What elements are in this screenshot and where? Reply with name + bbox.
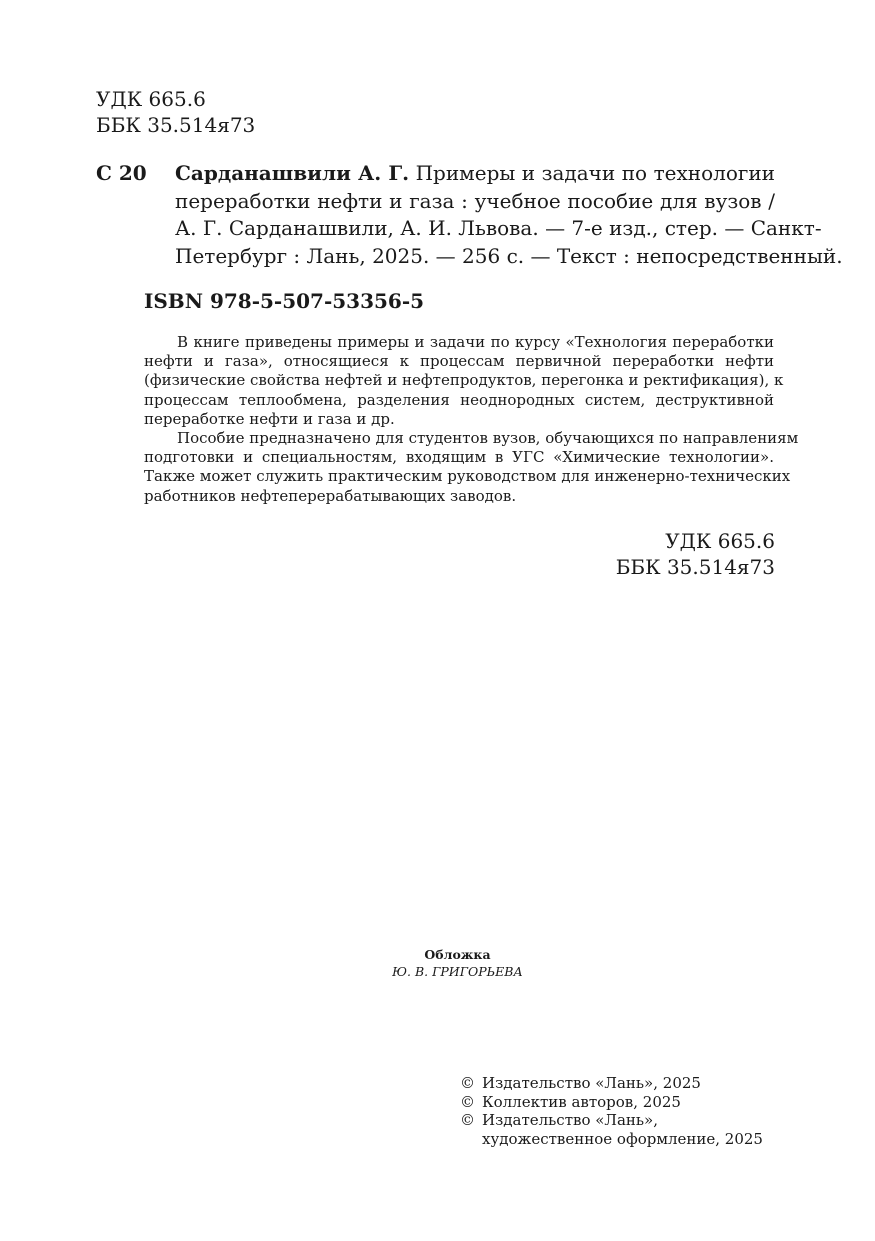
bibliographic-record xyxy=(175,160,843,270)
abstract-paragraph-2 xyxy=(144,429,799,506)
abstract-line: Также может служить практическим руководством для инженерно-технических xyxy=(144,467,791,486)
copyright-text: Коллектив авторов, 2025 xyxy=(482,1092,681,1111)
copyright-row xyxy=(460,1074,763,1093)
cover-designer: Ю. В. ГРИГОРЬЕВА xyxy=(392,964,523,979)
udk-top: УДК 665.6 xyxy=(96,87,206,111)
abstract-line: процессам теплообмена, разделения неоднородных систем, деструктивной xyxy=(144,390,774,409)
udk-bbk-top xyxy=(96,86,255,138)
abstract-line: (физические свойства нефтей и нефтепродуктов, перегонка и ректификация), к xyxy=(144,371,784,390)
copyright-text: художественное оформление, 2025 xyxy=(482,1129,763,1148)
biblio-line-2: переработки нефти и газа : учебное пособие для вузов / xyxy=(175,188,775,213)
bbk-top: ББК 35.514я73 xyxy=(96,113,256,137)
copyright-text: Издательство «Лань», xyxy=(482,1111,659,1129)
biblio-line-3: А. Г. Сарданашвили, А. И. Львова. — 7-е изд., стер. — Санкт- xyxy=(175,216,822,240)
copyright-row xyxy=(460,1111,763,1130)
copyright-symbol: © xyxy=(460,1092,475,1111)
abstract-line: переработке нефти и газа и др. xyxy=(144,409,395,428)
abstract-line: работников нефтеперерабатывающих заводов. xyxy=(144,486,517,505)
copyright-text: Издательство «Лань», 2025 xyxy=(482,1074,701,1092)
copyright-row xyxy=(460,1130,763,1149)
author-name: Сарданашвили А. Г. xyxy=(175,161,410,185)
copyright-block xyxy=(460,1074,763,1148)
udk-bottom: УДК 665.6 xyxy=(665,529,775,553)
author-sign: С 20 xyxy=(96,161,147,185)
cover-credit xyxy=(0,946,875,980)
copyright-symbol: © xyxy=(460,1111,475,1129)
isbn: ISBN 978-5-507-53356-5 xyxy=(144,289,425,313)
biblio-line-4: Петербург : Лань, 2025. — 256 с. — Текст : непосредственный. xyxy=(175,243,843,268)
biblio-line-1 xyxy=(175,160,775,188)
abstract-line: нефти и газа», относящиеся к процессам первичной переработки нефти xyxy=(144,352,774,371)
bbk-bottom: ББК 35.514я73 xyxy=(615,555,775,579)
udk-bbk-bottom xyxy=(616,528,775,580)
cover-label: Обложка xyxy=(424,947,491,962)
copyright-row xyxy=(460,1093,763,1112)
abstract-line: В книге приведены примеры и задачи по курсу «Технология переработки xyxy=(177,333,774,351)
title-start: Примеры и задачи по технологии xyxy=(409,161,776,185)
abstract-line: Пособие предназначено для студентов вузов, обучающихся по направлениям xyxy=(177,429,799,448)
abstract-paragraph-1 xyxy=(144,333,784,429)
abstract-line: подготовки и специальностям, входящим в УГС «Химические технологии». xyxy=(144,448,774,467)
copyright-symbol: © xyxy=(460,1074,475,1092)
abstract xyxy=(144,333,799,506)
copyright-symbol xyxy=(460,1130,482,1149)
